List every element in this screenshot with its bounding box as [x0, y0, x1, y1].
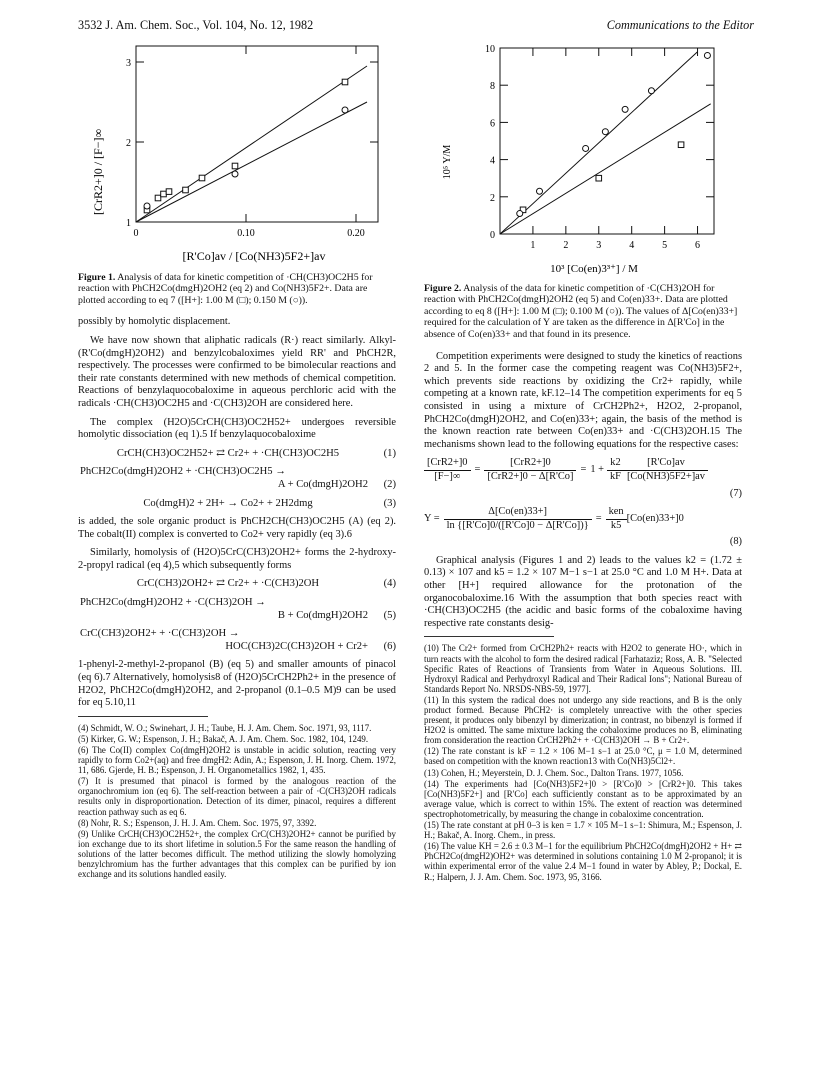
- eq7-e-num: [R'Co]av: [624, 457, 708, 471]
- fig2-ytick-label: 6: [490, 118, 495, 130]
- fig2-ytick-label: 0: [490, 230, 495, 241]
- equation-4-number: (4): [383, 578, 396, 590]
- fig1-frame: [136, 46, 378, 222]
- eq8-lhs: Y =: [424, 512, 440, 524]
- fig2-xtick-label: 1: [530, 240, 536, 251]
- equation-6: [78, 628, 396, 653]
- fig1-ytick-label: 1: [126, 218, 131, 229]
- equation-2: [78, 466, 396, 491]
- footnote-rule: [78, 716, 208, 717]
- figure-2-ylabel: 10⁵ Y/M: [442, 144, 453, 180]
- equation-6-line1: CrC(CH3)2OH2+ + ·C(CH3)2OH →: [80, 628, 240, 640]
- eq7-b-den: [CrR2+]0 − Δ[R'Co]: [487, 470, 574, 482]
- fig2-ytick-label: 4: [490, 155, 495, 167]
- equation-5-line2: B + Co(dmgH)2OH2: [277, 609, 368, 621]
- fig1-xtick-label: 0.20: [347, 228, 365, 239]
- footnote-rule-right: [424, 636, 554, 637]
- equation-7: $\frac{\text{[CrR2+]0}}{[F-]\infty}$ = $\frac{\text{[CrR2+]0}}{\text{[CrR2+]0 − Δ[R'Co]}}$ = 1 + $\frac{k2}{kF}$ $\frac{[R'Co]av}{[Co(NH3)5F2+]av}$: [424, 457, 742, 483]
- fig1-ytick-label: 3: [126, 58, 131, 69]
- fig1-xtick-label: 0.10: [237, 228, 255, 239]
- fig2-point-circle: [648, 88, 654, 94]
- eq7-b-num: [CrR2+]0: [484, 457, 576, 471]
- figure-1-caption-label: Figure 1.: [78, 271, 116, 283]
- equation-1-body: CrCH(CH3)OC2H52+ ⇄ Cr2+ + ·CH(CH3)OC2H5: [116, 447, 340, 459]
- fig2-xtick-label: 3: [596, 240, 602, 251]
- fig1-point-circle: [342, 107, 348, 113]
- right-column: [424, 42, 742, 883]
- eq7-d-num: k2: [607, 457, 624, 471]
- left-column: [78, 42, 396, 880]
- fig2-frame: [500, 48, 714, 234]
- footnote-9: (9) Unlike CrCH(CH3)OC2H52+, the complex CrC(CH3)2OH2+ cannot be purified by ion exchange due to its short lifetime in solution.5 For the same reason the handling of solutions of the latter becomes difficult. The method utilizing the slowly homolyzing benzylchromium has the further advantages that this complex can be purified by ion exchange and its solutions handled easily.: [78, 828, 396, 880]
- footnote-8: (8) Nohr, R. S.; Espenson, J. H. J. Am. Chem. Soc. 1975, 97, 3392.: [78, 817, 317, 828]
- equation-8: Y = $\frac{\Delta[Co(en)33+]}{\ln \{[R'Co]0/([R'Co]0 - \Delta[R'Co])\}}$ = $\frac{\text{ken}}{k5}$ [Co(en)33+]0: [424, 506, 684, 531]
- figure-1-axes: [126, 46, 378, 239]
- left-paragraph-3: The complex (H2O)5CrCH(CH3)OC2H52+ undergoes reversible homolytic dissociation (eq 1).5 If benzylaquocobaloxime: [78, 416, 396, 441]
- fig2-point-circle: [517, 211, 523, 217]
- fig2-ytick-label: 8: [490, 81, 495, 93]
- left-paragraph-5: Similarly, homolysis of (H2O)5CrC(CH3)2OH2+ forms the 2-hydroxy-2-propyl radical (eq 4),5 which subsequently forms: [78, 547, 396, 571]
- equation-7-number: (7): [729, 487, 742, 499]
- figure-1-xlabel: [R'Co]av / [Co(NH3)5F2+]av: [182, 249, 326, 263]
- fig2-point-circle: [537, 188, 543, 194]
- fig1-point-square: [183, 187, 189, 193]
- equation-6-line2: HOC(CH3)2C(CH3)2OH + Cr2+: [225, 640, 368, 652]
- figure-1-caption: [78, 272, 396, 307]
- figure-1-caption-text: Analysis of data for kinetic competition of ·CH(CH3)OC2H5 for reaction with PhCH2Co(dmgH)2OH2 (eq 2) and Co(NH3)5F2+. Data are plotted according to eq 7 ([H+]: 1.00 M (□); 0.150 M (○)).: [78, 271, 373, 306]
- figure-1-ylabel: [CrR2+]0 / [F−]∞: [91, 128, 105, 216]
- equation-5-line1: PhCH2Co(dmgH)2OH2 + ·C(CH3)2OH →: [80, 597, 266, 609]
- fig2-xtick-label: 4: [629, 240, 635, 251]
- fig1-point-circle: [144, 203, 150, 209]
- footnote-14: (14) The experiments had [Co(NH3)5F2+]0 > [R'Co]0 > [CrR2+]0. This takes [Co(NH3)5F2+] and [R'Co] each sufficiently constant as to be approximated by an average value, which is correct to within 15%. The extent of reaction was determined spectrophotometrically, by measuring the change in cobaloxime concentration.: [424, 778, 742, 819]
- fig2-point-square: [678, 142, 684, 148]
- left-paragraph-1: possibly by homolytic displacement.: [78, 316, 231, 328]
- eq7-e-den: [Co(NH3)5F2+]av: [626, 470, 705, 482]
- equation-5-number: (5): [383, 609, 396, 621]
- equation-4: [78, 578, 396, 591]
- footnote-10: (10) The Cr2+ formed from CrCH2Ph2+ reacts with H2O2 to generate HO·, which in turn reacts with the alcohol to form the desired radical [Farhataziz; Ross, A. B. "Selected Specific Rates of Reactions of Transients from Water in Aqueous Solutions. III. Hydroxyl Radical and Perhydroxyl Radical and Their Radical Ions"; National Bureau of Standards Report No. NRSDS-NBS-59, 1977].: [424, 643, 742, 694]
- equation-1-number: (1): [383, 447, 396, 459]
- footnote-5: (5) Kirker, G. W.; Espenson, J. H.; Bakač, A. J. Am. Chem. Soc. 1982, 104, 1249.: [78, 733, 369, 744]
- running-header-right: Communications to the Editor: [606, 18, 754, 32]
- eq8-den: ln {[R'Co]0/([R'Co]0 − Δ[R'Co])}: [446, 519, 589, 531]
- left-paragraph-6: 1-phenyl-2-methyl-2-propanol (B) (eq 5) and smaller amounts of pinacol (eq 6).7 Alternatively, homolysis8 of (H2O)5CrCH2Ph2+ in the presence of H2O2, PhCH2Co(dmgH)2OH2, and 2-propanol (0.1–0.5 M)9 can be used for eq 5.10,11: [78, 659, 396, 709]
- footnote-11: (11) In this system the radical does not undergo any side reactions, and B is the only product formed. Because PhCH2· is completely unreactive with the other species present, it produces only bibenzyl by dimerization; in contrast, no bibenzyl is formed if H2O2 is omitted. The same mixture lacking the cobaloxime produces no B, eliminating from consideration the reaction CrCH2Ph2+ + ·C(CH3)2OH → B + Cr2+.: [424, 694, 742, 746]
- left-paragraph-4: is added, the sole organic product is PhCH2CH(CH3)OC2H5 (A) (eq 2). The cobalt(II) complex is converted to Co2+ very rapidly (eq 3).6: [78, 516, 396, 540]
- eq7-d-den: kF: [609, 470, 621, 482]
- footnote-13: (13) Cohen, H.; Meyerstein, D. J. Chem. Soc., Dalton Trans. 1977, 1056.: [424, 767, 684, 778]
- right-paragraph-2: Graphical analysis (Figures 1 and 2) leads to the values k2 = (1.72 ± 0.13) × 107 and k5 = 1.2 × 107 M−1 s−1 at 25.0 °C and 1.0 M H+. Data at other [H+] required allowance for the protonation of the organocobaloxime.16 With the assumption that both species react with ·CH(CH3)OC2H5 (the acidic and basic forms of the cobaloxime having respective rate constants desig-: [424, 554, 742, 629]
- eq8-k-den: k5: [610, 519, 622, 531]
- equation-5: [78, 597, 396, 622]
- equation-3: [78, 498, 396, 511]
- eq7-a-num: [CrR2+]0: [424, 457, 471, 471]
- figure-2-plot: [424, 42, 742, 278]
- figure-2-caption-text: Analysis of the data for kinetic competition of ·C(CH3)2OH for reaction with PhCH2Co(dmgH)2OH2 (eq 5) and Co(en)33+. Data are plotted according to eq 8 ([H+]: 1.00 M (□); 0.100 M (○)). The values of Δ[Co(en)33+] required for the calculation of Y are taken as the difference in Δ[R'Co] in the absence of Co(en)33+ and that found in its presence.: [424, 282, 738, 340]
- right-paragraph-1: Competition experiments were designed to study the kinetics of reactions 2 and 5. In the former case the competing reagent was Co(NH3)5F2+, which prevents side reactions by oxidizing the Cr2+ rapidly, while competing at a known rate, kF.12–14 The competition experiments for eq 5 consisted in using a mixture of CrCH2Ph2+, H2O2, 2-propanol, PhCH2Co(dmgH)2OH2, and Co(en)33+; again, the basis of the method is the known reaction rate between Co(en)33+ and ·C(CH3)2OH.15 The mechanisms shown lead to the following equations for the respective cases:: [424, 350, 742, 450]
- equation-8-number: (8): [729, 536, 742, 548]
- fig2-point-circle: [704, 52, 710, 58]
- fig2-point-square: [596, 175, 602, 181]
- footnote-4: (4) Schmidt, W. O.; Swinehart, J. H.; Taube, H. J. Am. Chem. Soc. 1971, 93, 1117.: [78, 722, 372, 733]
- equation-4-body: CrC(CH3)2OH2+ ⇄ Cr2+ + ·C(CH3)2OH: [136, 578, 320, 590]
- fig2-ytick-label: 2: [490, 192, 495, 204]
- footnote-7: (7) It is presumed that pinacol is formed by the analogous reaction of the organochromium ion (eq 6). The self-reaction between a pair of ·C(CH3)2OH radicals results only in disproportionation. Detection of its dimer, pinacol, requires a different reaction pathway such as eq 6.: [78, 776, 396, 817]
- figure-2-caption: [424, 283, 742, 341]
- fig1-point-square: [342, 79, 348, 85]
- left-paragraph-2: We have now shown that aliphatic radicals (R·) react similarly. Alkyl- (R'Co(dmgH)2OH2) and benzylcobaloximes yield RR' and PhCH2R, respectively. The processes were confirmed to be bimolecular reactions and their rate constants determined with new methods of chemical competition. Reactions of benzylaquocobaloxime in aqueous perchloric acid with the radicals ·CH(CH3)OC2H5 and ·C(CH3)2OH are considered here.: [78, 334, 396, 409]
- fig2-xtick-label: 6: [695, 240, 701, 251]
- equation-2-line2: A + Co(dmgH)2OH2: [277, 478, 368, 490]
- fig2-xtick-label: 5: [662, 240, 668, 251]
- fig2-fit-line: [500, 52, 698, 234]
- fig1-fit-line: [136, 102, 367, 222]
- fig2-ytick-label: 10: [485, 44, 495, 55]
- running-header-left: 3532 J. Am. Chem. Soc., Vol. 104, No. 12, 1982: [78, 18, 314, 32]
- equation-2-line1: PhCH2Co(dmgH)2OH2 + ·CH(CH3)OC2H5 →: [80, 466, 286, 478]
- equation-3-number: (3): [383, 497, 396, 509]
- eq7-a-den: [F−]∞: [434, 470, 461, 482]
- fig2-point-circle: [602, 129, 608, 135]
- footnote-15: (15) The rate constant at pH 0–3 is ken = 1.7 × 105 M−1 s−1: Shimura, M.; Espenson, J. H.; Bakač, A. Inorg. Chem., in press.: [424, 820, 742, 841]
- figure-1-plot: [78, 42, 396, 267]
- footnote-6: (6) The Co(II) complex Co(dmgH)2OH2 is unstable in acidic solution, reacting very rapidly to form Co2+(aq) and free dmgH2: Adin, A.; Espenson, J. H. Inorg. Chem. 1972, 11, 686. Gjerde, H. B.; Espenson, J. H. Organometallics 1982, 1, 435.: [78, 745, 396, 776]
- fig1-point-circle: [232, 171, 238, 177]
- fig2-fit-line: [500, 104, 711, 234]
- figure-1-fit-lines: [136, 66, 367, 222]
- equation-2-number: (2): [383, 478, 396, 490]
- fig2-point-circle: [622, 106, 628, 112]
- equation-1: [78, 448, 396, 461]
- fig2-point-circle: [583, 145, 589, 151]
- fig1-point-square: [161, 191, 167, 197]
- footnote-16: (16) The value KH = 2.6 ± 0.3 M−1 for the equilibrium PhCH2Co(dmgH)2OH2 + H+ ⇄ PhCH2Co(dmgH2)OH2+ was determined in solutions containing 1.0 M 2-propanol; it is within experimental error of the value 2.4 M−1 found in water by Abley, P.; Dockal, E. R.; Halpern, J. J. Am. Chem. Soc. 1973, 95, 3166.: [424, 841, 742, 882]
- fig1-fit-line: [136, 66, 367, 222]
- eq7-c: 1 +: [590, 464, 604, 476]
- fig1-xtick-label: 0: [133, 228, 139, 239]
- eq8-k-num: ken: [606, 506, 627, 520]
- fig1-point-square: [166, 189, 172, 195]
- footnote-12: (12) The rate constant is kF = 1.2 × 106 M−1 s−1 at 25.0 °C, μ = 1.0 M, determined based on competition with the known reaction13 with Co(NH3)5Cl2+.: [424, 746, 742, 767]
- figure-2-xlabel: 10³ [Co(en)3³⁺] / M: [550, 263, 638, 275]
- fig1-ytick-label: 2: [126, 138, 131, 149]
- eq8-num: Δ[Co(en)33+]: [444, 506, 592, 520]
- fig1-point-square: [199, 175, 205, 181]
- equation-6-number: (6): [383, 640, 396, 652]
- figure-2-caption-label: Figure 2.: [424, 282, 462, 294]
- eq8-tail: [Co(en)33+]0: [626, 512, 684, 524]
- equation-3-body: Co(dmgH)2 + 2H+ → Co2+ + 2H2dmg: [143, 497, 313, 509]
- fig2-xtick-label: 2: [563, 240, 569, 251]
- fig1-point-square: [232, 163, 238, 169]
- fig1-point-square: [155, 195, 161, 201]
